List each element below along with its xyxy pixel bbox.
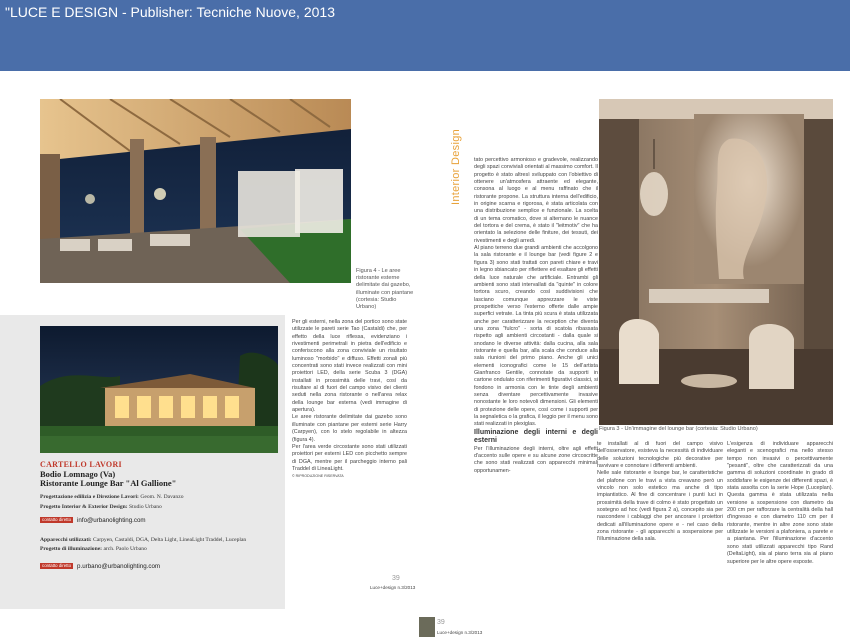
section-label-vertical: Interior Design (450, 128, 462, 205)
page-thumbnail (419, 617, 435, 637)
contact-row-1 (40, 516, 146, 524)
credit-construction (40, 494, 184, 500)
footer-left: Luce+design n.3/2013 (370, 585, 416, 590)
document-title: "LUCE E DESIGN - Publisher: Tecniche Nuove, 2013 (5, 4, 335, 20)
footer-right: Luce+design n.3/2013 (437, 630, 483, 635)
page-number-right: 39 (437, 619, 445, 626)
credit-lighting-value: arch. Paolo Urbano (103, 546, 147, 552)
figure-4-caption: Figura 4 - Le aree ristorante esterne delimitate dai gazebo, illuminate con piantane (cortesia: Studio Urbano) (356, 268, 414, 311)
paragraph: tato percettivo armonioso e gradevole, realizzando degli spazi conviviali orientati al massimo comfort. Il progetto è stato altresì sviluppato con l'obiettivo di ottenere un'atmosfera attraente ed elegante, consona al luogo e al menu raffinato che il ristorante propone. La struttura interna dell'edificio, in origine scarna e rigorosa, è stata articolata con una distribuzione semplice e funzionale. La scelta di un tema cromatico, dove si alternano le nuance del tortora e del crema, è stato il "leitmotiv" che ha orientato la selezione delle finiture, dei tessuti, dei rivestimenti e degli arredi. (474, 157, 598, 244)
credit-fixtures (40, 537, 246, 543)
footnote: © RIPRODUZIONE RISERVATA (292, 474, 344, 479)
paragraph: L'esigenza di individuare apparecchi eleganti e scenografici ma nello stesso tempo non invasivi o percettivamente "pesanti", oltre che caratterizzati da una gamma di soluzioni coordinate in grado di soddisfare le esigenze dei differenti spazi, è stata assolta con la serie Hope (Luceplan). Questa gamma è stata utilizzata nella versione a sospensione con diametro da 200 cm per rafforzare la centralità della hall d'ingresso e con diametro 110 cm per il ristorante, mentre in altre zone sono state utilizzate le versioni a plafoniera, a parete e a piantana. Per l'illuminazione d'accento sono stati utilizzati apparecchi tipo Rand (DeltaLight), sia al piano terra sia al piano superiore per le altre opere esposte. (727, 441, 833, 565)
photo-outdoor-gazebo (40, 99, 351, 283)
page-number-left: 39 (392, 575, 400, 582)
photo-lounge-bar (599, 99, 833, 425)
paragraph: te installati al di fuori del campo visivo dell'osservatore, esisteva la necessità di individuare delle soluzioni tecnologiche più decorative per ravvivare e connotare i differenti ambienti. (597, 441, 723, 470)
subheading: Illuminazione degli interni e degli esterni (474, 428, 598, 445)
cartello-lavori-label: CARTELLO LAVORI (40, 460, 122, 469)
paragraph: Nelle sale ristorante e lounge bar, le caratteristiche del plafone con le travi a vista creavano però un vincolo non solo estetico ma anche di tipo impiantistico. Al fine di concentrare i punti luci in prossimità della trave di colmo è stato progettato un sostegno ad hoc (vedi figura 2 a), concepito sia per nascondere i cablaggi che per ancorare i proiettori dedicati all'illuminazione opere e - nel caso della zona ristorante - gli apparecchi a sospensione per l'illuminazione della sala. (597, 470, 723, 543)
photo-restaurant-exterior-night (40, 326, 278, 453)
article-column-left (292, 319, 407, 565)
article-column-right-2 (597, 441, 723, 606)
paragraph: Per l'illuminazione degli interni, oltre agli effetti d'accento sulle opere e su alcune zone circoscritte che sono stati realizzati con apparecchi minimali opportunamen- (474, 445, 598, 474)
credit-lighting-label: Progetto di illuminazione: (40, 546, 103, 552)
credit-construction-label: Progettazione edilizia e Direzione Lavori: (40, 494, 139, 500)
contact-badge: contatto diretto (42, 517, 72, 522)
contact-row-2 (40, 562, 160, 570)
credit-fixtures-value: Carpyen, Castaldi, DGA, Delta Light, LineaLight Traddel, Luceplan (93, 537, 247, 543)
paragraph: Le aree ristorante delimitate dai gazebo sono illuminate con piantane per esterni serie Harry (Carpyen), con lo stelo regolabile in altezza (figura 4). (292, 414, 407, 443)
credit-design-value: Studio Urbano (129, 504, 162, 510)
email-link-purbano[interactable]: p.urbano@urbanolighting.com (77, 562, 161, 570)
credit-design-label: Progetto Interior & Exterior Design: (40, 504, 128, 510)
credit-fixtures-label: Apparecchi utilizzati: (40, 537, 92, 543)
article-column-right-3 (727, 441, 833, 606)
project-place: Bodio Lomnago (Va) (40, 469, 116, 479)
paragraph: Per gli esterni, nella zona del portico sono state utilizzate le pareti serie Tao (Castaldi) che, per effetto della luce riflessa, evidenziano i rivestimenti perimetrali in pietra dell'edificio e conferiscono alla zona conviviale un risultato luminoso "morbido" e diffuso. Effetti zonali più concentrati sono stati invece realizzati con mini proiettori LED, della serie Scuba 3 (DGA) installati in prossimità delle travi, così da risultare al di fuori del campo visivo dei clienti seduti nella zona ristorante o nell'area relax della lounge bar esterna (vedi immagine di apertura). (292, 319, 407, 414)
credit-construction-value: Geom. N. Davanzo (140, 494, 184, 500)
window-header (0, 0, 850, 71)
credit-design (40, 504, 162, 510)
figure-3-caption: Figura 3 - Un'immagine del lounge bar (cortesia: Studio Urbano) (599, 426, 758, 432)
paragraph: Al piano terreno due grandi ambienti che accolgono la sala ristorante e il lounge bar (vedi figure 2 e figura 3) sono stati trattati con pareti chiare e travi in legno sbiancato per riflettere ed esaltare gli effetti della luce naturale che artificiale. Entrambi gli ambienti sono stati intervallati da "quinte" in colore tortora scuro, creando così suddivisioni che lasciano comunque apprezzare le viste prospettiche verso l'esterno offerte dalle ampie superfici vetrate. La tinta più scura è stata utilizzata anche per caratterizzare la reception che diventa una zona "fulcro" - sorta di scatola ribassata rispetto agli ambienti circostanti - dalla quale si snodano le diverse attività: dalla cucina, alla sala ristorante e quella bar, alla scala che conduce alla sala riunioni del primo piano. Anche gli unici elementi iconografici come le 15 dell'artista Gianfranco Gentile, connotate da supporti in cartone ondulato con riferimenti figurativi classici, si fondono in armonia con le tinte degli ambienti senza diventare percettivamente invasive nonostante le loro notevoli dimensioni. Gli elementi di protezione delle opere, così come i supporti per la segnaletica o la grafica, il leggio per il menu sono stati realizzati in plexiglas. (474, 245, 598, 428)
email-link-info[interactable]: info@urbanolighting.com (77, 516, 146, 524)
credit-lighting (40, 546, 147, 552)
article-column-right-1 (474, 157, 598, 575)
contact-badge: contatto diretto (42, 563, 72, 568)
project-name: Ristorante Lounge Bar "Al Gallione" (40, 478, 177, 488)
paragraph: Per l'area verde circostante sono stati utilizzati proiettori per esterni LED con picchetto sempre di DGA, mentre per il parcheggio interno pali Traddel di LineaLight. (292, 443, 407, 472)
